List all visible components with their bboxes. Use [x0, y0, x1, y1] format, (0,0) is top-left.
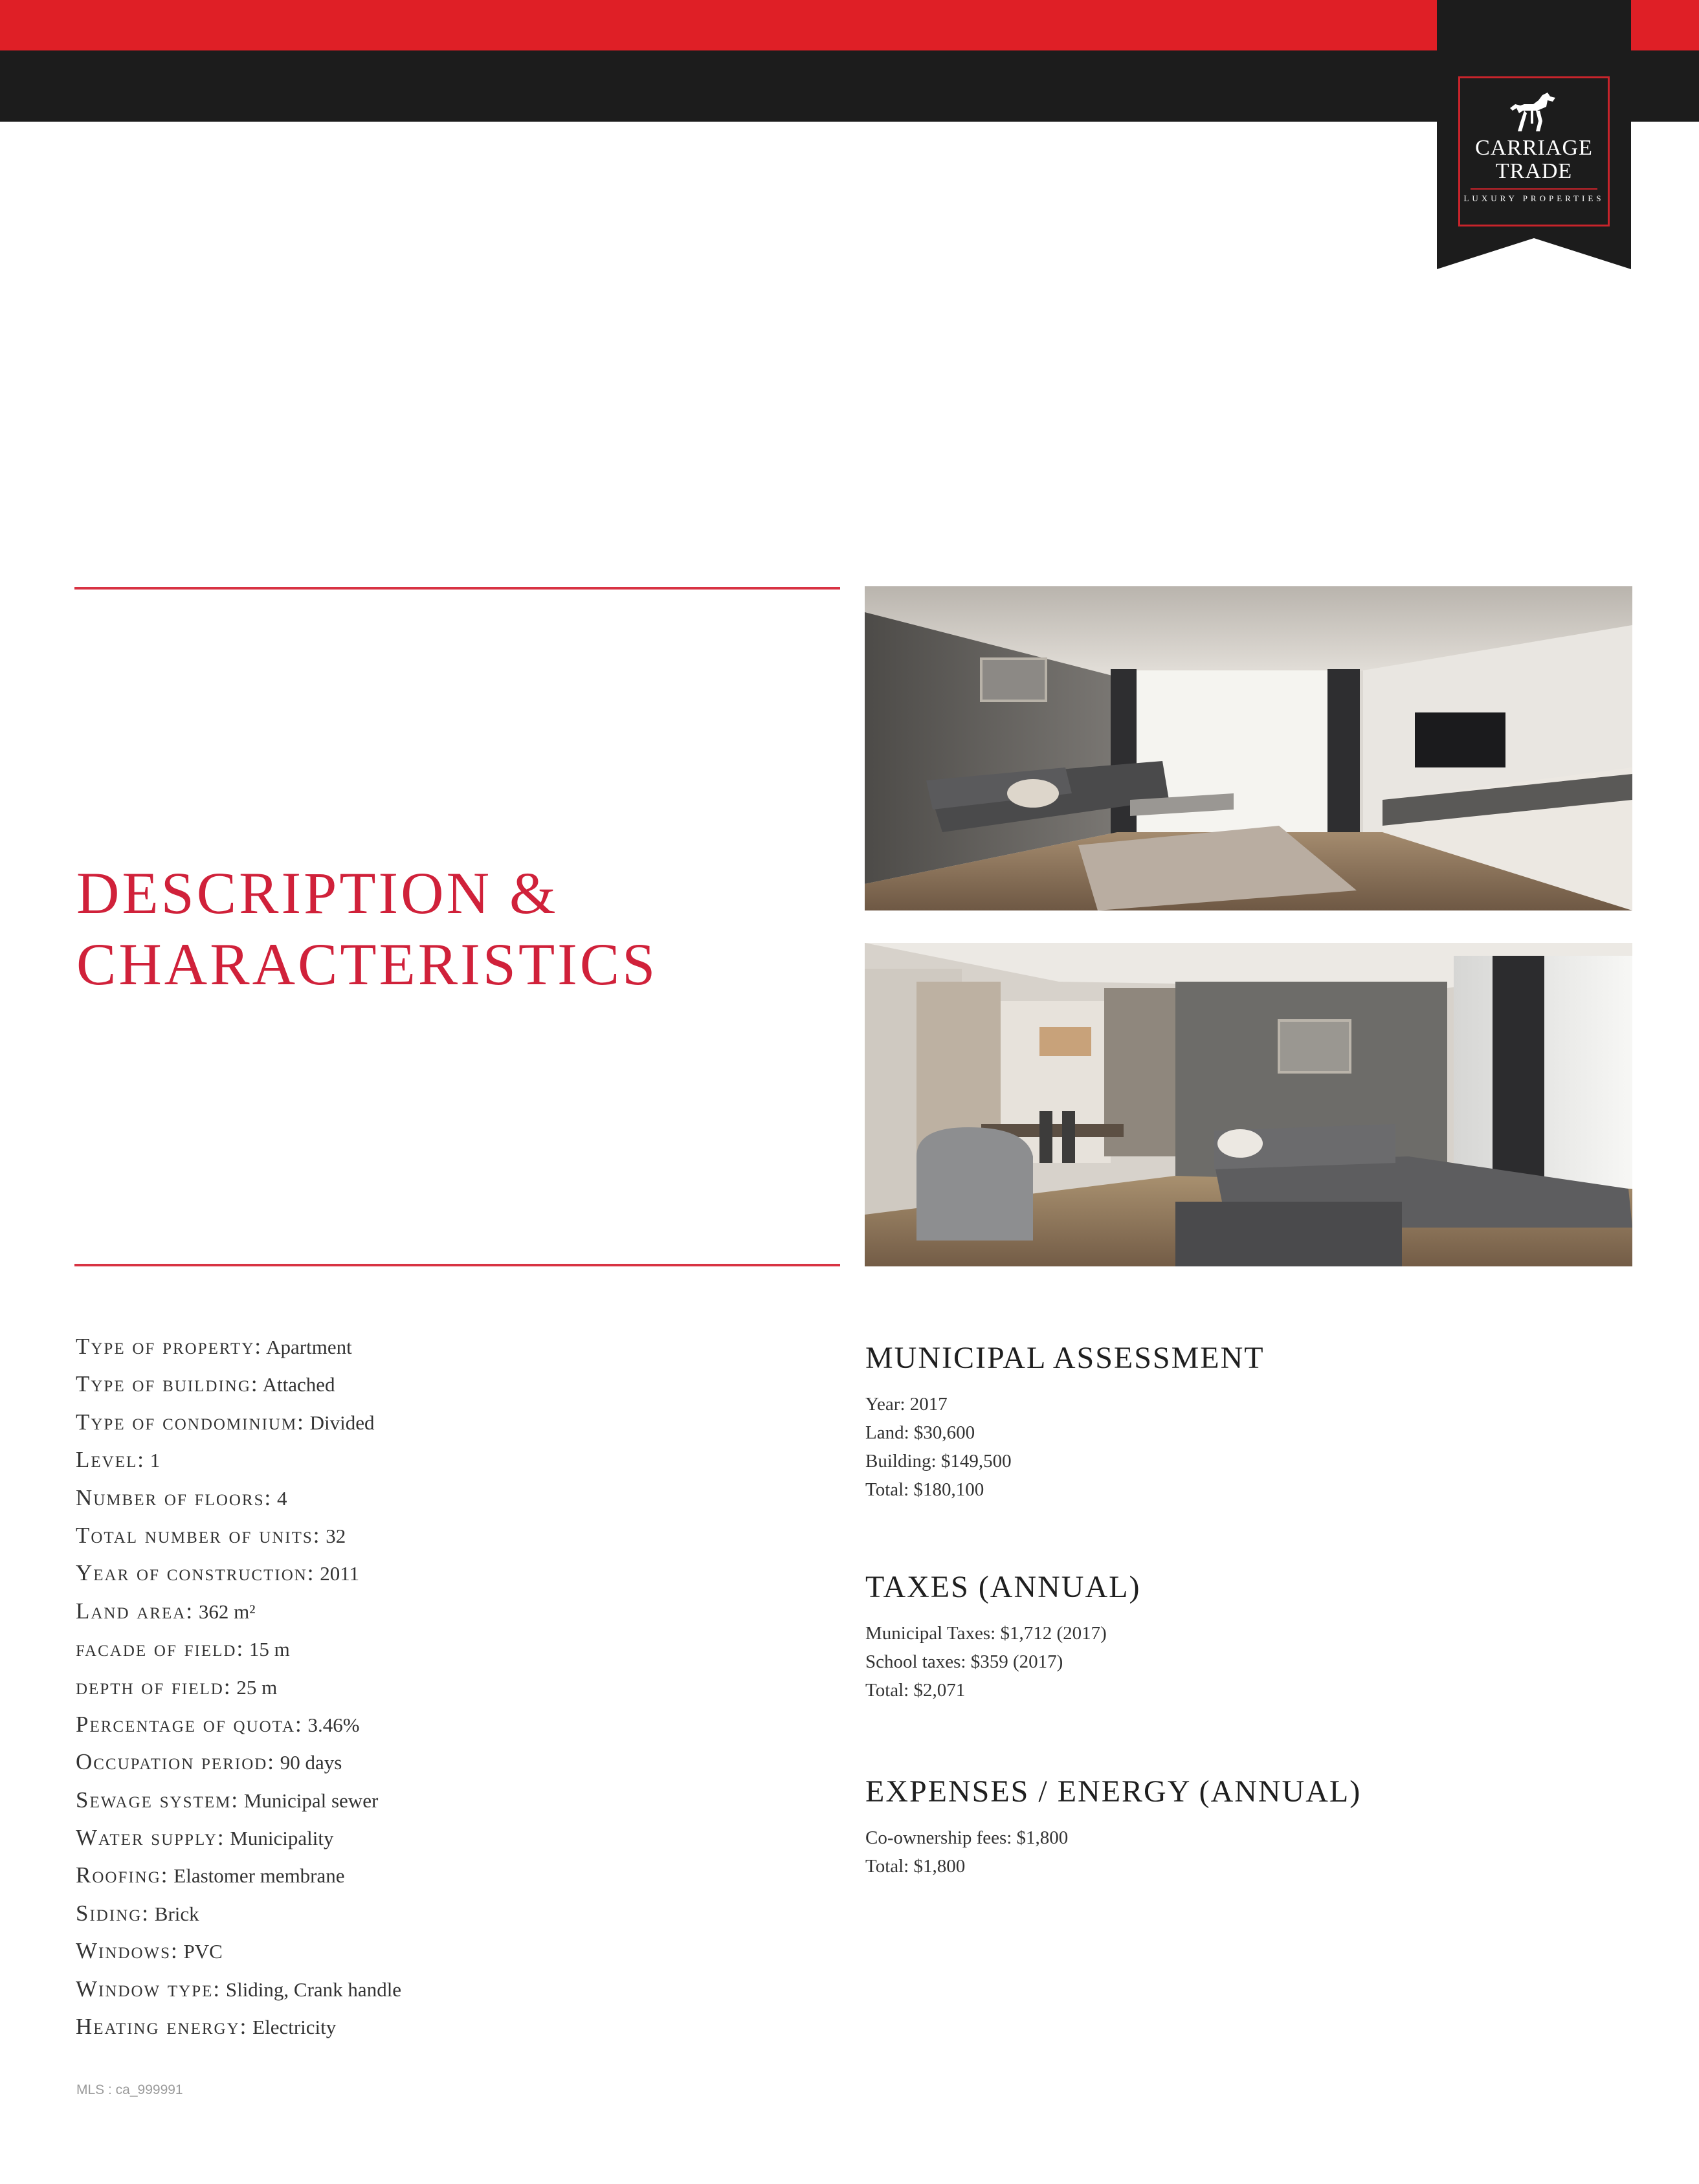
taxes-school: School taxes: $359 (2017)	[865, 1651, 1063, 1672]
characteristic-label: facade of field:	[76, 1636, 245, 1662]
horse-icon	[1505, 91, 1563, 137]
characteristic-value: PVC	[183, 1940, 223, 1963]
page-title-line2: CHARACTERISTICS	[76, 931, 658, 997]
assessment-year: Year: 2017	[865, 1394, 948, 1415]
brand-tagline: LUXURY PROPERTIES	[1463, 193, 1605, 203]
logo-divider	[1471, 188, 1597, 190]
characteristic-value: Attached	[262, 1373, 335, 1396]
expenses-coownership: Co-ownership fees: $1,800	[865, 1827, 1069, 1848]
characteristic-value: Municipality	[230, 1827, 334, 1850]
characteristic-label: Occupation period:	[76, 1749, 276, 1775]
characteristic-value: 4	[276, 1486, 287, 1510]
characteristic-value: 2011	[320, 1562, 360, 1585]
expenses-heading: EXPENSES / ENERGY (ANNUAL)	[865, 1774, 1362, 1809]
assessment-building: Building: $149,500	[865, 1451, 1012, 1472]
characteristic-row	[76, 1441, 401, 1479]
characteristic-row	[76, 1365, 401, 1403]
characteristic-row	[76, 1517, 401, 1554]
characteristic-label: Type of condominium:	[76, 1409, 305, 1435]
characteristic-label: Windows:	[76, 1938, 179, 1964]
characteristic-row	[76, 1819, 401, 1857]
characteristic-label: Type of building:	[76, 1371, 259, 1397]
characteristic-row	[76, 1554, 401, 1592]
characteristics-list	[76, 1328, 401, 2046]
characteristic-row	[76, 1328, 401, 1365]
expenses-total: Total: $1,800	[865, 1856, 966, 1877]
characteristic-label: depth of field:	[76, 1673, 232, 1699]
characteristic-row	[76, 1970, 401, 2008]
living-room-illustration-2	[865, 943, 1632, 1266]
title-top-rule	[74, 587, 840, 590]
page-title	[76, 857, 658, 1000]
characteristic-value: Sliding, Crank handle	[225, 1978, 402, 2001]
characteristic-label: Heating energy:	[76, 2014, 248, 2040]
characteristic-label: Type of property:	[76, 1334, 263, 1359]
characteristic-row	[76, 1895, 401, 1932]
taxes-heading: TAXES (ANNUAL)	[865, 1570, 1141, 1604]
characteristic-label: Percentage of quota:	[76, 1711, 303, 1737]
characteristic-value: Municipal sewer	[243, 1789, 379, 1812]
characteristic-label: Window type:	[76, 1976, 221, 2002]
characteristic-value: 1	[150, 1449, 161, 1472]
characteristic-value: Divided	[309, 1411, 375, 1434]
characteristic-value: 25 m	[236, 1675, 278, 1699]
taxes-section	[865, 1569, 1642, 1704]
characteristic-row	[76, 1781, 401, 1819]
characteristic-label: Sewage system:	[76, 1787, 239, 1813]
living-room-photo-2[interactable]	[865, 943, 1632, 1266]
characteristic-label: Roofing:	[76, 1862, 169, 1888]
characteristic-row	[76, 1706, 401, 1743]
characteristic-label: Siding:	[76, 1900, 150, 1926]
municipal-assessment-section	[865, 1340, 1642, 1504]
characteristic-row	[76, 1404, 401, 1441]
characteristic-row	[76, 1668, 401, 1706]
living-room-photo-1[interactable]	[865, 586, 1632, 910]
characteristic-row	[76, 1630, 401, 1668]
brand-logo[interactable]	[1458, 76, 1610, 226]
characteristic-label: Year of construction:	[76, 1560, 315, 1586]
characteristic-row	[76, 1857, 401, 1894]
brand-name-line1: CARRIAGE	[1475, 136, 1593, 160]
expenses-section	[865, 1773, 1642, 1881]
characteristic-value: 3.46%	[307, 1713, 360, 1736]
characteristic-label: Land area:	[76, 1598, 194, 1624]
characteristic-value: 90 days	[280, 1751, 342, 1774]
characteristic-value: 15 m	[249, 1638, 290, 1661]
characteristic-row	[76, 1743, 401, 1781]
characteristic-value: Electricity	[252, 2016, 337, 2039]
characteristic-row	[76, 1593, 401, 1630]
characteristic-value: 362 m²	[198, 1600, 256, 1623]
characteristic-value: Brick	[154, 1902, 199, 1925]
characteristic-row	[76, 1932, 401, 1970]
assessment-land: Land: $30,600	[865, 1422, 975, 1443]
taxes-municipal: Municipal Taxes: $1,712 (2017)	[865, 1623, 1107, 1644]
characteristic-label: Number of floors:	[76, 1484, 272, 1510]
characteristic-label: Water supply:	[76, 1825, 225, 1851]
living-room-illustration-1	[865, 586, 1632, 910]
taxes-total: Total: $2,071	[865, 1680, 966, 1701]
brand-name-line2: TRADE	[1495, 159, 1573, 183]
mls-number: MLS : ca_999991	[76, 2082, 183, 2097]
characteristic-label: Total number of units:	[76, 1522, 321, 1548]
characteristic-value: Apartment	[266, 1336, 352, 1358]
assessment-total: Total: $180,100	[865, 1479, 984, 1500]
page-title-line1: DESCRIPTION &	[76, 860, 559, 926]
characteristic-row	[76, 1479, 401, 1517]
municipal-assessment-heading: MUNICIPAL ASSESSMENT	[865, 1341, 1265, 1375]
title-bottom-rule	[74, 1264, 840, 1266]
characteristic-value: 32	[326, 1524, 346, 1547]
characteristic-row	[76, 2008, 401, 2046]
characteristic-value: Elastomer membrane	[173, 1864, 345, 1888]
characteristic-label: Level:	[76, 1447, 145, 1473]
